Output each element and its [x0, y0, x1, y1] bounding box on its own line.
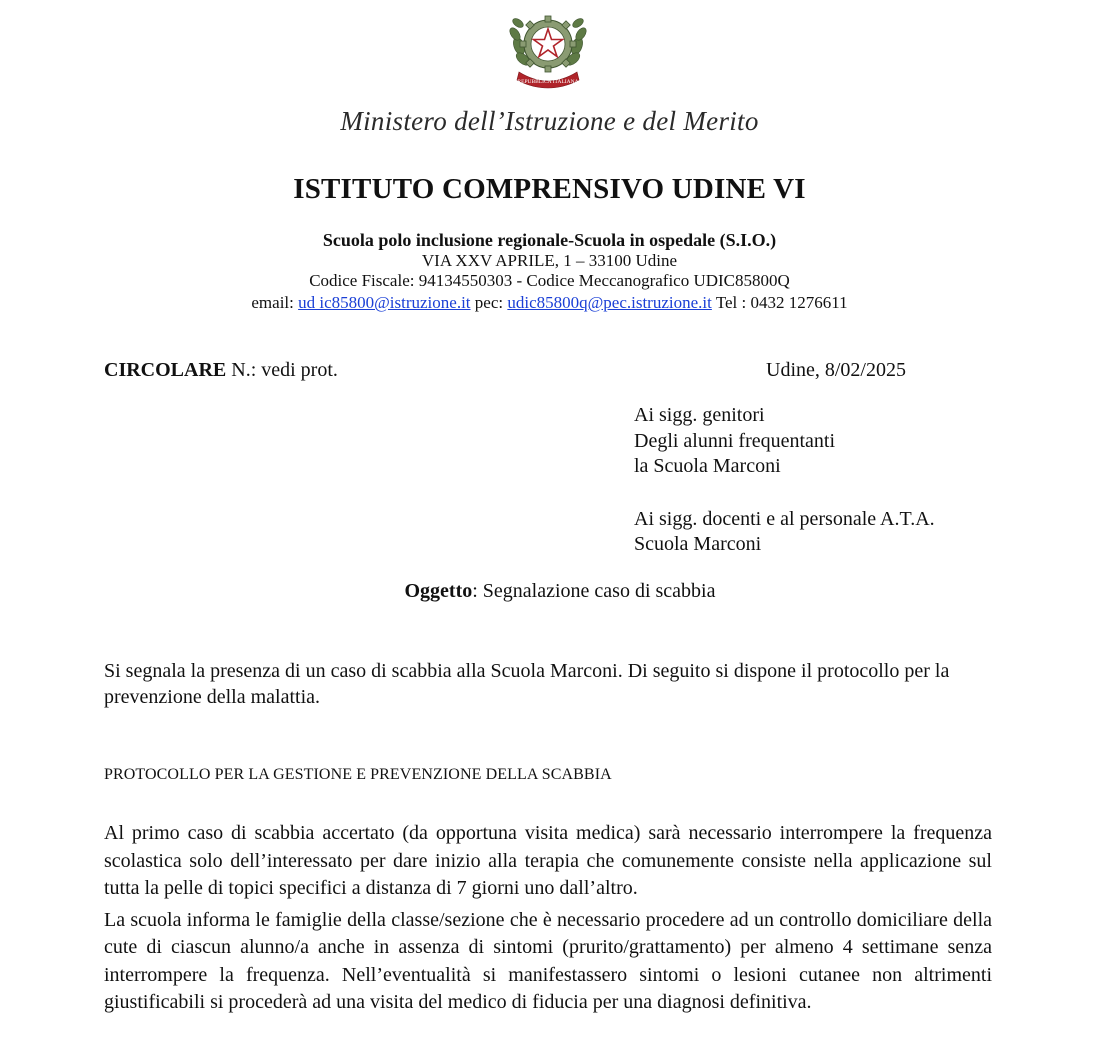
protocol-paragraph: Al primo caso di scabbia accertato (da opportuna visita medica) sarà necessario interrompere la frequenza scolastica solo dell’interessato per dare inizio alla terapia che comunemente consiste nella applicazione sul tutta la pelle di topici specifici a distanza di 7 giorni uno dall’altro.	[104, 822, 992, 899]
school-codes: Codice Fiscale: 94134550303 - Codice Meccanografico UDIC85800Q	[309, 271, 790, 290]
school-contacts	[0, 292, 1099, 313]
circolare-number	[104, 359, 338, 382]
circolare-label: CIRCOLARE	[104, 359, 227, 381]
document-date: Udine, 8/02/2025	[766, 359, 906, 381]
telephone: Tel : 0432 1276611	[715, 293, 848, 312]
email-label: email:	[251, 293, 294, 312]
recipient-line: Degli alunni frequentanti	[634, 429, 836, 452]
emblem-italian-republic-icon	[505, 6, 591, 92]
intro-paragraph: Si segnala la presenza di un caso di scabbia alla Scuola Marconi. Di seguito si dispone il protocollo per la prevenzione della malattia.	[104, 660, 950, 708]
circolare-text: N.: vedi prot.	[231, 359, 338, 381]
school-title: ISTITUTO COMPRENSIVO UDINE VI	[293, 173, 806, 205]
recipient-line: la Scuola Marconi	[634, 455, 781, 477]
protocol-body	[104, 820, 992, 1021]
email-link[interactable]: ud ic85800@istruzione.it	[298, 293, 471, 312]
ministry-name: Ministero dell’Istruzione e del Merito	[340, 106, 759, 136]
recipient-line: Scuola Marconi	[634, 533, 762, 555]
subject-label: Oggetto	[404, 580, 473, 602]
recipient-line: Ai sigg. docenti e al personale A.T.A.	[634, 507, 935, 530]
protocol-heading: PROTOCOLLO PER LA GESTIONE E PREVENZIONE DELLA SCABBIA	[104, 766, 612, 783]
pec-label: pec:	[474, 293, 504, 312]
recipient-line: Ai sigg. genitori	[634, 404, 765, 426]
subject-line	[0, 580, 1099, 603]
school-address: VIA XXV APRILE, 1 – 33100 Udine	[421, 251, 678, 270]
protocol-paragraph: La scuola informa le famiglie della classe/sezione che è necessario procedere ad un controllo domiciliare della cute di ciascun alunno/a anche in assenza di sintomi (prurito/grattamento) per almeno 4 settimane senza interrompere la frequenza. Nell’eventualità si manifestassero sintomi o lesioni cutanee non altrimenti giustificabili si procederà ad una visita del medico di fiducia per una diagnosi definitiva.	[104, 908, 992, 1013]
pec-link[interactable]: udic85800q@pec.istruzione.it	[507, 293, 712, 312]
svg-text:REPUBBLICA ITALIANA: REPUBBLICA ITALIANA	[517, 79, 579, 85]
school-subtitle: Scuola polo inclusione regionale-Scuola in ospedale (S.I.O.)	[322, 230, 777, 250]
subject-text: : Segnalazione caso di scabbia	[472, 580, 716, 602]
recipients-block	[634, 403, 935, 558]
